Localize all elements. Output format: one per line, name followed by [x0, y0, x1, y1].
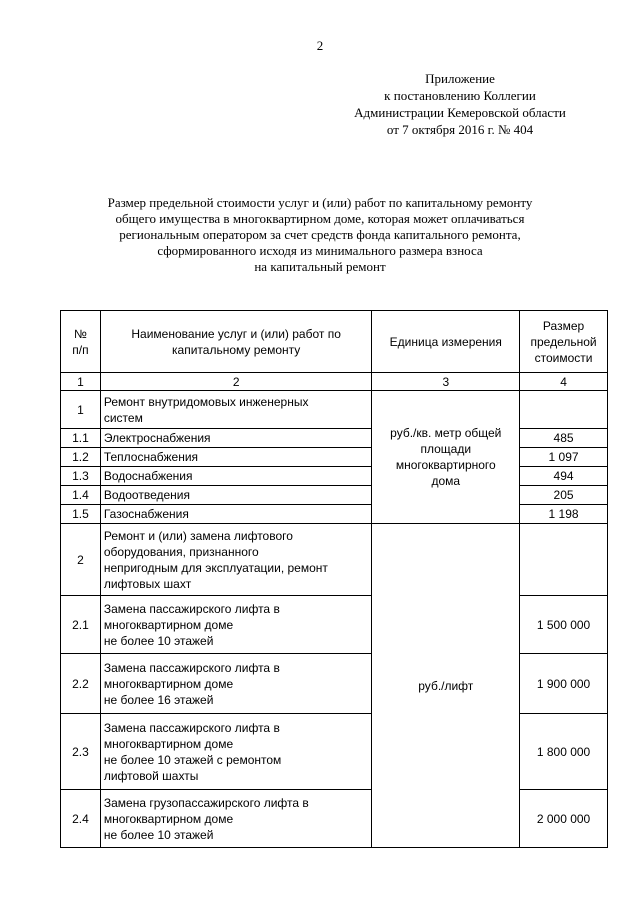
table-row: [61, 467, 608, 486]
row-cost: 1 198: [520, 505, 608, 524]
column-number: 1: [61, 373, 101, 391]
row-cost: 2 000 000: [520, 790, 608, 848]
page-number: 2: [316, 38, 324, 53]
row-cost: 494: [520, 467, 608, 486]
table-row: [61, 486, 608, 505]
row-name-line: оборудования, признанного: [103, 544, 259, 559]
row-name-line: непригодным для эксплуатации, ремонт: [103, 560, 328, 575]
row-cost: [520, 524, 608, 596]
table-row: [61, 714, 608, 790]
row-name-line: Замена грузопассажирского лифта в: [103, 795, 309, 810]
document-title: [60, 195, 580, 275]
cost-table: [60, 310, 608, 848]
row-num: 1.3: [61, 467, 101, 486]
row-name: [100, 714, 372, 790]
row-cost: 1 500 000: [520, 596, 608, 654]
row-name-line: лифтовой шахты: [103, 768, 199, 783]
table-row: [61, 448, 608, 467]
title-line: сформированного исходя из минимального размера взноса: [157, 243, 483, 258]
appendix-line: Администрации Кемеровской области: [354, 105, 566, 120]
row-name-line: не более 10 этажей: [103, 633, 214, 648]
row-num: 1.4: [61, 486, 101, 505]
row-name-line: не более 10 этажей с ремонтом: [103, 752, 282, 767]
header-num: [61, 311, 101, 373]
row-name-line: лифтовых шахт: [103, 576, 192, 591]
row-name: [100, 524, 372, 596]
row-num: 1.5: [61, 505, 101, 524]
table-row: [61, 391, 608, 429]
unit-rub-lift: руб./лифт: [372, 524, 520, 848]
row-name: Водоотведения: [100, 486, 372, 505]
column-number-row: [61, 373, 608, 391]
table-row: [61, 429, 608, 448]
row-name-line: Ремонт и (или) замена лифтового: [103, 528, 293, 543]
table-row: [61, 654, 608, 714]
row-cost: 1 900 000: [520, 654, 608, 714]
table-row: [61, 524, 608, 596]
table-row: [61, 505, 608, 524]
unit-line: руб./кв. метр общей: [390, 426, 502, 440]
appendix-line: к постановлению Коллегии: [384, 88, 536, 103]
row-cost: 485: [520, 429, 608, 448]
appendix-line: от 7 октября 2016 г. № 404: [386, 122, 534, 137]
table-header-row: [61, 311, 608, 373]
row-name: [100, 596, 372, 654]
row-cost: 1 097: [520, 448, 608, 467]
row-name-line: Замена пассажирского лифта в: [103, 720, 280, 735]
header-num-line: п/п: [72, 342, 89, 357]
row-name-line: Ремонт внутридомовых инженерных: [103, 394, 309, 409]
row-num: 1: [61, 391, 101, 429]
header-name-line: капитальному ремонту: [172, 342, 301, 357]
table-row: [61, 790, 608, 848]
row-num: 2.4: [61, 790, 101, 848]
header-unit: Единица измерения: [372, 311, 520, 373]
row-name-line: систем: [103, 410, 143, 425]
row-num: 2.1: [61, 596, 101, 654]
row-name-line: многоквартирном доме: [103, 676, 234, 691]
row-name-line: многоквартирном доме: [103, 736, 234, 751]
header-cost-line: стоимости: [534, 350, 593, 365]
unit-rub-m2: [372, 391, 520, 524]
row-name: Электроснабжения: [100, 429, 372, 448]
title-line: Размер предельной стоимости услуг и (или) работ по капитальному ремонту: [107, 195, 533, 210]
row-name-line: не более 10 этажей: [103, 827, 214, 842]
row-name-line: Замена пассажирского лифта в: [103, 601, 280, 616]
row-name-line: Замена пассажирского лифта в: [103, 660, 280, 675]
row-num: 1.2: [61, 448, 101, 467]
column-number: 3: [372, 373, 520, 391]
header-name: [100, 311, 372, 373]
row-num: 2.2: [61, 654, 101, 714]
row-name: Газоснабжения: [100, 505, 372, 524]
row-name: [100, 391, 372, 429]
row-name: Теплоснабжения: [100, 448, 372, 467]
unit-line: многоквартирного: [395, 458, 496, 472]
unit-line: площади: [420, 442, 472, 456]
row-cost: 1 800 000: [520, 714, 608, 790]
header-cost: [520, 311, 608, 373]
header-name-line: Наименование услуг и (или) работ по: [131, 326, 341, 341]
header-cost-line: Размер: [542, 318, 585, 333]
title-line: общего имущества в многоквартирном доме, которая может оплачиваться: [115, 211, 525, 226]
unit-line: дома: [431, 474, 461, 488]
row-cost: [520, 391, 608, 429]
title-line: региональным оператором за счет средств фонда капитального ремонта,: [119, 227, 521, 242]
title-line: на капитальный ремонт: [254, 259, 386, 274]
row-num: 2.3: [61, 714, 101, 790]
header-cost-line: предельной: [530, 334, 597, 349]
row-num: 1.1: [61, 429, 101, 448]
column-number: 4: [520, 373, 608, 391]
table-row: [61, 596, 608, 654]
header-num-line: №: [73, 326, 87, 341]
row-num: 2: [61, 524, 101, 596]
row-name-line: не более 16 этажей: [103, 692, 214, 707]
appendix-header: [330, 70, 590, 138]
appendix-line: Приложение: [425, 71, 495, 86]
row-name: Водоснабжения: [100, 467, 372, 486]
row-name-line: многоквартирном доме: [103, 811, 234, 826]
row-name-line: многоквартирном доме: [103, 617, 234, 632]
column-number: 2: [100, 373, 372, 391]
row-cost: 205: [520, 486, 608, 505]
row-name: [100, 654, 372, 714]
row-name: [100, 790, 372, 848]
